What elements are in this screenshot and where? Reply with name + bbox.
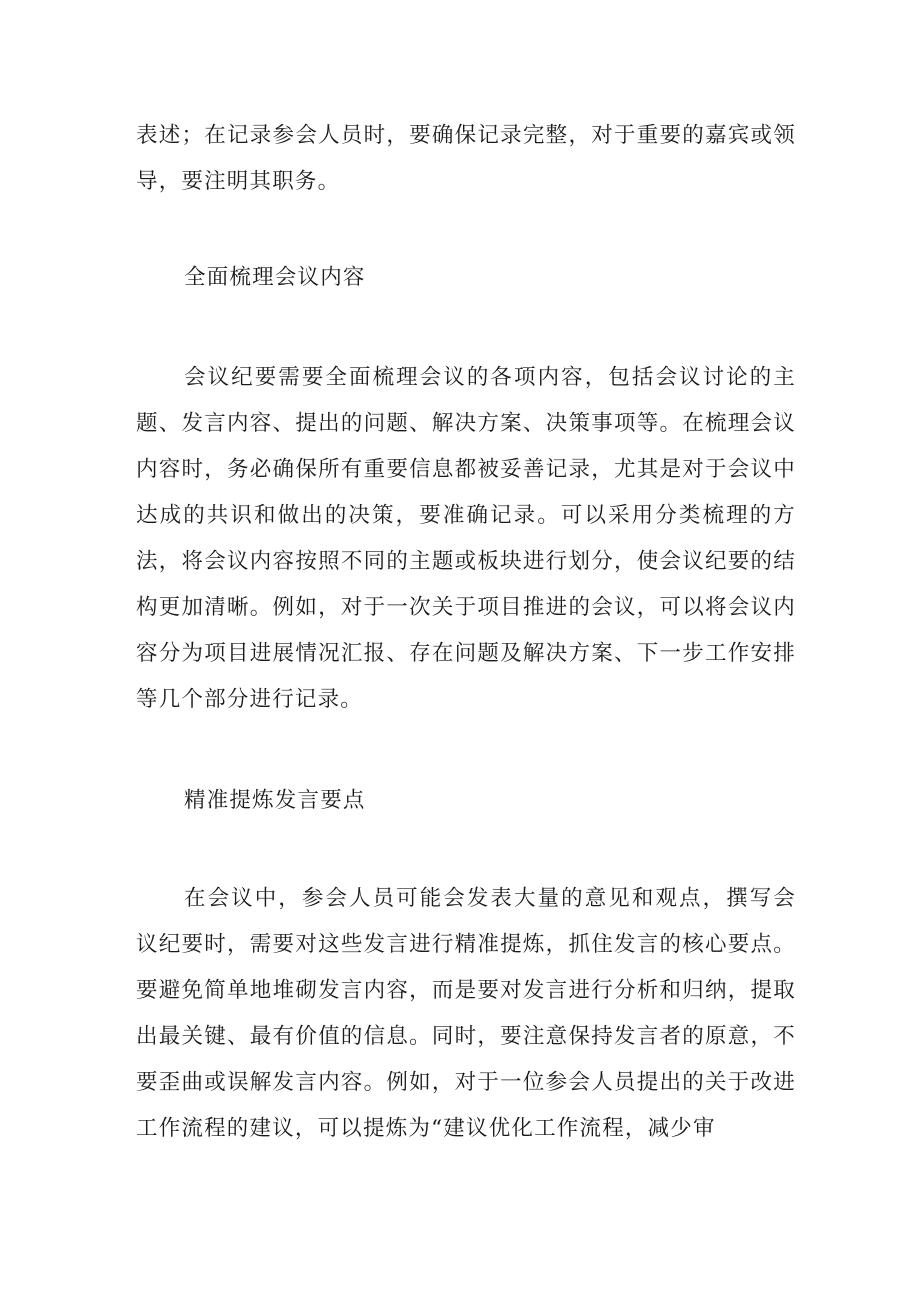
paragraph-continued: 表述；在记录参会人员时，要确保记录完整，对于重要的嘉宾或领导，要注明其职务。 [136,123,796,194]
document-body [136,113,796,1152]
section-heading-comprehensive-review: 全面梳理会议内容 [184,265,366,290]
paragraph-spacer [136,205,796,255]
paragraph-refine-key-points: 在会议中，参会人员可能会发表大量的意见和观点，撰写会议纪要时，需要对这些发言进行精准提炼，抓住发言的核心要点。要避免简单地堆砌发言内容，而是要对发言进行分析和归纳，提取出最关键、最有价值的信息。同时，要注意保持发言者的原意，不要歪曲或误解发言内容。例如，对于一位参会人员提出的关于改进工作流程的建议，可以提炼为“建议优化工作流程，减少审 [136,886,796,1141]
paragraph-spacer [136,824,796,876]
paragraph-spacer [136,723,796,778]
paragraph-spacer [136,301,796,355]
paragraph-comprehensive-review: 会议纪要需要全面梳理会议的各项内容，包括会议讨论的主题、发言内容、提出的问题、解决方案、决策事项等。在梳理会议内容时，务必确保所有重要信息都被妥善记录，尤其是对于会议中达成的共识和做出的决策，要准确记录。可以采用分类梳理的方法，将会议内容按照不同的主题或板块进行划分，使会议纪要的结构更加清晰。例如，对于一次关于项目推进的会议，可以将会议内容分为项目进展情况汇报、存在问题及解决方案、下一步工作安排等几个部分进行记录。 [136,365,796,712]
section-heading-refine-key-points: 精准提炼发言要点 [184,788,366,813]
